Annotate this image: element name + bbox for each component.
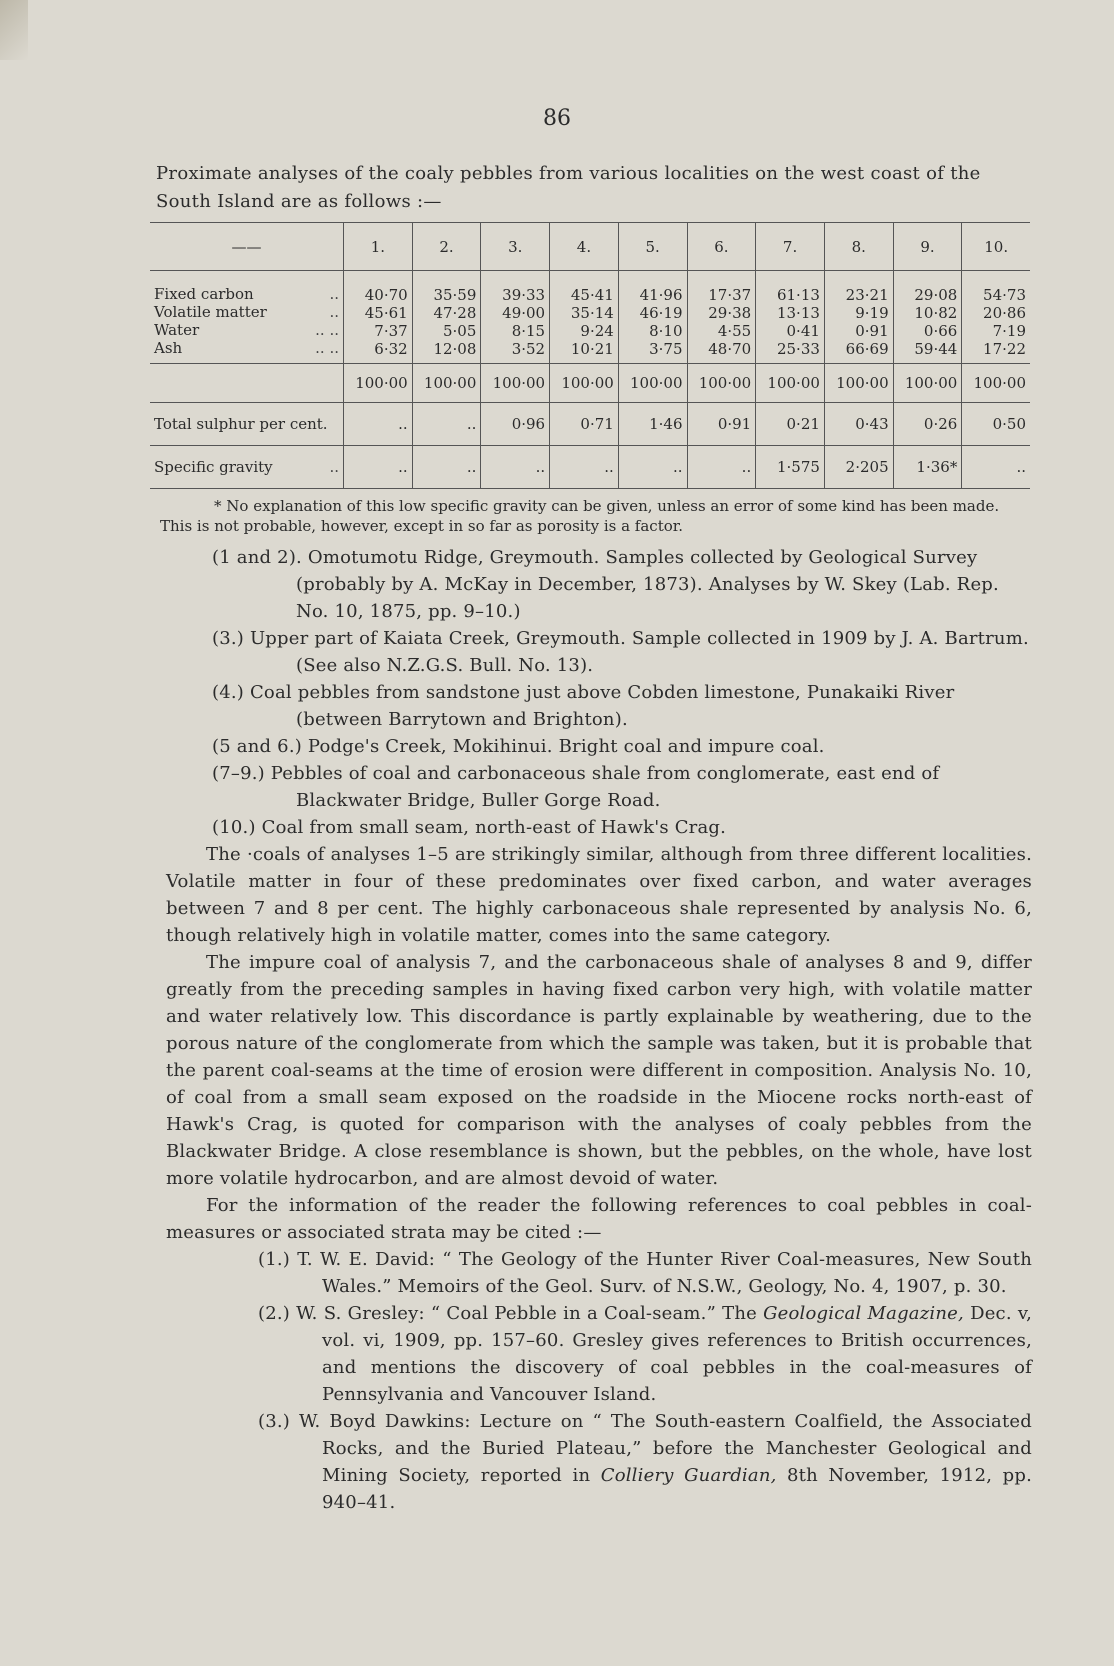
total-cell: 100·00 [550, 364, 619, 403]
locality-item: (4.) Coal pebbles from sandstone just above Cobden limestone, Punakaiki River (between Barrytown and Brighton). [212, 682, 955, 730]
gravity-cell: .. [412, 446, 481, 489]
sulphur-cell: .. [412, 403, 481, 446]
column-header: 1. [344, 223, 413, 271]
footnote-line: This is not probable, however, except in so far as porosity is a factor. [160, 517, 684, 535]
composition-cell: 41·96 46·19 8·10 3·75 [618, 271, 687, 364]
gravity-row [150, 446, 1030, 489]
intro-paragraph: Proximate analyses of the coaly pebbles from various localities on the west coast of the South Island are as follows :— [156, 163, 981, 212]
page-edge-stain [0, 0, 28, 60]
total-row [150, 364, 1030, 403]
body-text [166, 544, 1032, 1516]
total-cell: 100·00 [756, 364, 825, 403]
row-label-gravity: Specific gravity .. [150, 446, 344, 489]
body-paragraph: The ·coals of analyses 1–5 are strikingly similar, although from three different localities. Volatile matter in four of these predominates over fixed carbon, and water averages between 7 and 8 per cent. The highly carbonaceous shale represented by analysis No. 6, though relatively high in volatile matter, comes into the same category. [166, 844, 1032, 946]
gravity-cell: .. [344, 446, 413, 489]
column-header: 10. [962, 223, 1030, 271]
total-cell: 100·00 [687, 364, 756, 403]
page-number: 86 [543, 106, 571, 131]
total-cell: 100·00 [618, 364, 687, 403]
total-cell: 100·00 [412, 364, 481, 403]
sulphur-cell: 0·26 [893, 403, 962, 446]
sulphur-cell: .. [344, 403, 413, 446]
body-paragraph: The impure coal of analysis 7, and the carbonaceous shale of analyses 8 and 9, differ greatly from the preceding samples in having fixed carbon very high, with volatile matter and water relatively low. This discordance is partly explainable by weathering, due to the porous nature of the conglomerate from which the sample was taken, but it is probable that the parent coal-seams at the time of erosion were different in composition. Analysis No. 10, of coal from a small seam exposed on the roadside in the Miocene rocks north-east of Hawk's Crag, is quoted for comparison with the analyses of coaly pebbles from the Blackwater Bridge. A close resemblance is shown, but the pebbles, on the whole, have lost more volatile hydrocarbon, and are almost devoid of water. [166, 952, 1032, 1189]
composition-cell: 23·21 9·19 0·91 66·69 [824, 271, 893, 364]
total-cell: 100·00 [824, 364, 893, 403]
column-header: 7. [756, 223, 825, 271]
total-cell: 100·00 [481, 364, 550, 403]
column-header: 8. [824, 223, 893, 271]
row-label-ash: Ash .. .. [154, 339, 339, 357]
footnote-line: * No explanation of this low specific gravity can be given, unless an error of some kind has been made. [214, 497, 1000, 515]
composition-cell: 54·73 20·86 7·19 17·22 [962, 271, 1030, 364]
sulphur-cell: 0·96 [481, 403, 550, 446]
composition-cell: 40·70 45·61 7·37 6·32 [344, 271, 413, 364]
row-label-sulphur: Total sulphur per cent. [150, 403, 344, 446]
total-cell: 100·00 [962, 364, 1030, 403]
gravity-cell: 1·36* [893, 446, 962, 489]
composition-cell: 39·33 49·00 8·15 3·52 [481, 271, 550, 364]
locality-item: (10.) Coal from small seam, north-east of Hawk's Crag. [212, 817, 727, 838]
gravity-cell: 1·575 [756, 446, 825, 489]
gravity-cell: .. [481, 446, 550, 489]
composition-cell: 29·08 10·82 0·66 59·44 [893, 271, 962, 364]
analyses-table [150, 222, 1030, 489]
citation-item: (1.) T. W. E. David: “ The Geology of the Hunter River Coal-measures, New South Wales.” Memoirs of the Geol. Surv. of N.S.W., Geology, No. 4, 1907, p. 30. [258, 1249, 1032, 1297]
total-cell: 100·00 [344, 364, 413, 403]
body-paragraph: For the information of the reader the following references to coal pebbles in coal-measures or associated strata may be cited :— [166, 1195, 1032, 1243]
row-label-fixed-carbon: Fixed carbon .. [154, 285, 339, 303]
table-corner: —— [231, 237, 262, 256]
composition-rows [150, 271, 1030, 364]
locality-item: (3.) Upper part of Kaiata Creek, Greymouth. Sample collected in 1909 by J. A. Bartrum. (See also N.Z.G.S. Bull. No. 13). [212, 628, 1029, 676]
column-header: 5. [618, 223, 687, 271]
locality-item: (1 and 2). Omotumotu Ridge, Greymouth. Samples collected by Geological Survey (probably by A. McKay in December, 1873). Analyses by W. Skey (Lab. Rep. No. 10, 1875, pp. 9–10.) [212, 547, 999, 622]
table-footnote [160, 496, 1020, 536]
column-header: 4. [550, 223, 619, 271]
composition-cell: 17·37 29·38 4·55 48·70 [687, 271, 756, 364]
column-header: 6. [687, 223, 756, 271]
column-header: 9. [893, 223, 962, 271]
column-header: 2. [412, 223, 481, 271]
sulphur-cell: 0·50 [962, 403, 1030, 446]
row-label-volatile-matter: Volatile matter .. [154, 303, 339, 321]
sulphur-cell: 0·71 [550, 403, 619, 446]
gravity-cell: .. [550, 446, 619, 489]
table-header-row [150, 223, 1030, 271]
citation-item: (3.) W. Boyd Dawkins: Lecture on “ The South-eastern Coalfield, the Associated Rocks, and the Buried Plateau,” before the Manchester Geological and Mining Society, reported in Colliery Guardian, 8th November, 1912, pp. 940–41. [258, 1411, 1032, 1513]
sulphur-cell: 0·21 [756, 403, 825, 446]
sulphur-cell: 0·91 [687, 403, 756, 446]
citation-item: (2.) W. S. Gresley: “ Coal Pebble in a Coal-seam.” The Geological Magazine, Dec. v, vol. vi, 1909, pp. 157–60. Gresley gives references to British occurrences, and mentions the discovery of coal pebbles in the coal-measures of Pennsylvania and Vancouver Island. [258, 1303, 1033, 1405]
composition-cell: 35·59 47·28 5·05 12·08 [412, 271, 481, 364]
composition-labels [150, 271, 344, 364]
sulphur-row [150, 403, 1030, 446]
locality-item: (5 and 6.) Podge's Creek, Mokihinui. Bright coal and impure coal. [212, 736, 825, 757]
sulphur-cell: 1·46 [618, 403, 687, 446]
total-cell: 100·00 [893, 364, 962, 403]
composition-cell: 61·13 13·13 0·41 25·33 [756, 271, 825, 364]
locality-item: (7–9.) Pebbles of coal and carbonaceous shale from conglomerate, east end of Blackwater Bridge, Buller Gorge Road. [212, 763, 940, 811]
gravity-cell: .. [962, 446, 1030, 489]
gravity-cell: 2·205 [824, 446, 893, 489]
column-header: 3. [481, 223, 550, 271]
gravity-cell: .. [618, 446, 687, 489]
sulphur-cell: 0·43 [824, 403, 893, 446]
composition-cell: 45·41 35·14 9·24 10·21 [550, 271, 619, 364]
row-label-water: Water .. .. [154, 321, 339, 339]
gravity-cell: .. [687, 446, 756, 489]
